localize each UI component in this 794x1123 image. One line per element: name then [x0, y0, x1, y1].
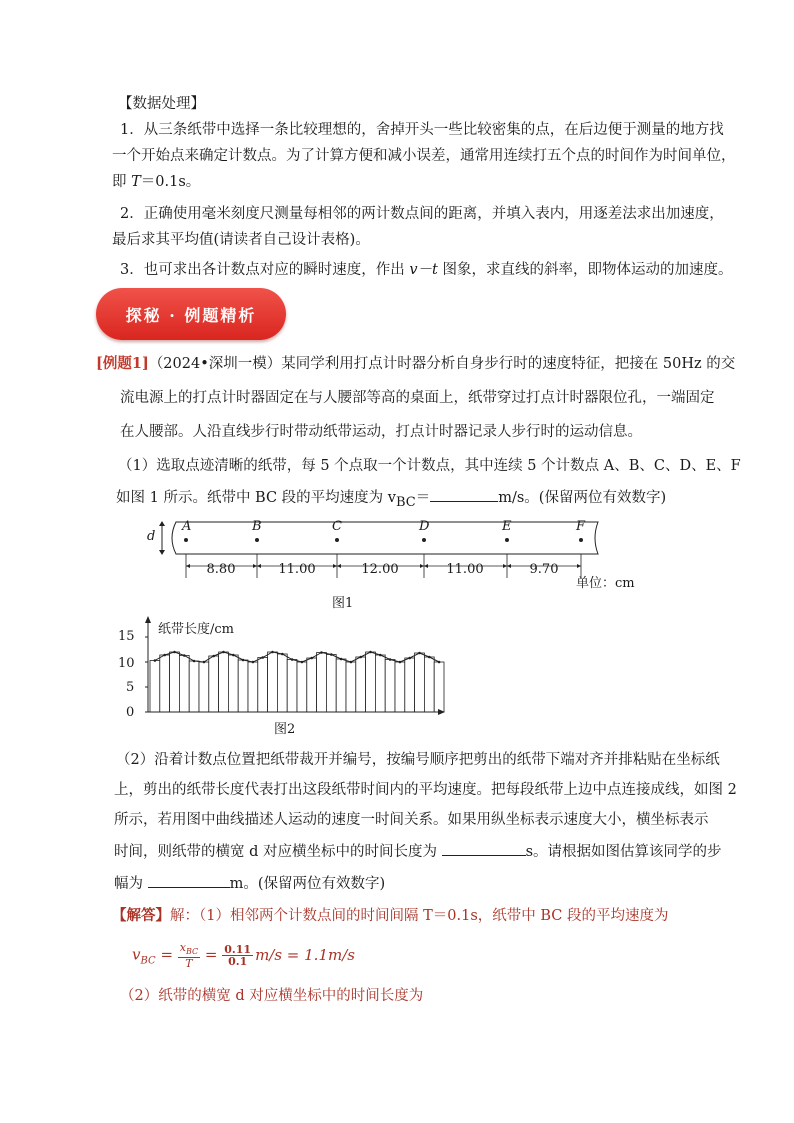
bar-midpoint [232, 654, 235, 657]
para2-line1: 2．正确使用毫米刻度尺测量每相邻的两计数点间的距离，并填入表内，用逐差法求出加速度， [120, 206, 724, 222]
formula-x-sub: BC [186, 947, 199, 957]
example-analysis-badge [96, 288, 286, 340]
tape-bar [326, 655, 336, 713]
q2-line2: 上，剪出的纸带长度代表打出这段纸带时间内的平均速度。把每段纸带上边中点连接成线，如图 2 [114, 782, 737, 798]
para3-prefix: 3．也可求出各计数点对应的瞬时速度，作出 [120, 262, 410, 278]
segment-ef: 9.70 [529, 562, 559, 577]
formula-x: x [179, 941, 186, 954]
formula-t: T [185, 957, 193, 971]
bar-midpoint [183, 654, 186, 657]
para1-suffix: ＝0.1s。 [140, 174, 201, 190]
q1-subscript: BC [395, 494, 416, 510]
bar-midpoint [389, 658, 392, 661]
para3-line [120, 260, 732, 280]
tape-bar [170, 652, 180, 712]
bar-midpoint [281, 653, 284, 656]
para1-line3 [112, 172, 200, 192]
segment-bc: 11.00 [278, 562, 316, 577]
bar-midpoint [350, 661, 353, 664]
point-f-label: F [576, 519, 586, 534]
point-b-label: B [252, 519, 262, 534]
formula-frac2 [222, 944, 253, 967]
data-processing-section [112, 94, 758, 284]
para1-line1: 1．从三条纸带中选择一条比较理想的，舍掉开头一些比较密集的点，在后边便于测量的地方找 [120, 122, 724, 138]
bar-midpoint [154, 659, 157, 662]
badge-label: 探秘 · 例题精析 [125, 305, 257, 325]
q2-line3: 所示，若用图中曲线描述人运动的速度一时间关系。如果用纵坐标表示速度大小，横坐标表示 [114, 812, 709, 828]
tape-bar [248, 662, 258, 712]
point-c-label: C [332, 519, 342, 534]
tape-bar [434, 662, 444, 712]
formula-v: v [132, 945, 141, 964]
ytick-5: 5 [126, 680, 135, 695]
tape-bar [405, 658, 415, 712]
tape-bar [179, 656, 189, 713]
tape-bar [385, 660, 395, 713]
tape-bar [277, 654, 287, 712]
q2-line5 [114, 874, 385, 894]
figure2-caption: 图2 [274, 722, 296, 737]
example-tag: [例题1] [96, 355, 149, 372]
para1-prefix: 即 [112, 174, 132, 190]
point-e-dot [505, 538, 509, 542]
tape-bar [424, 657, 434, 712]
tape-bar [268, 652, 278, 712]
q2-l4-suffix: s。请根据如图估算该同学的步 [525, 844, 722, 860]
vt-variable: v－t [409, 262, 438, 278]
tape-bar [150, 661, 160, 713]
bar-midpoint [359, 656, 362, 659]
period-variable: T [131, 174, 141, 190]
bar-midpoint [428, 656, 431, 659]
answer-line1 [112, 906, 669, 926]
tape-bar [336, 659, 346, 712]
tape-bar [199, 662, 209, 712]
formula-eq2: = [200, 945, 223, 964]
bar-midpoint [418, 652, 421, 655]
answer-blank-vbc[interactable] [430, 501, 498, 502]
bar-midpoint [399, 661, 402, 664]
ytick-0: 0 [126, 705, 135, 720]
q1-prefix: 如图 1 所示。纸带中 BC 段的平均速度为 v [116, 490, 396, 506]
bar-midpoint [222, 651, 225, 654]
para2-line2: 最后求其平均值(请读者自己设计表格)。 [112, 232, 370, 248]
bar-midpoint [379, 654, 382, 657]
q1-suffix: m/s。(保留两位有效数字) [498, 490, 667, 506]
d-label: d [147, 529, 156, 544]
question1-line2 [116, 488, 666, 513]
ytick-15: 15 [118, 629, 135, 644]
answer-tag: 【解答】 [112, 907, 170, 924]
tape-bar [258, 658, 268, 713]
tape-bar [346, 662, 356, 712]
figure1 [140, 516, 660, 616]
bar-midpoint [310, 657, 313, 660]
tape-bar [317, 653, 327, 713]
point-f-dot [579, 538, 583, 542]
figure2 [112, 616, 452, 740]
example-problem [96, 354, 756, 510]
q1-equals: ＝ [415, 490, 431, 506]
para3-suffix: 图象，求直线的斜率，即物体运动的加速度。 [437, 262, 733, 278]
formula-num2: 0.11 [224, 943, 252, 957]
answer-text1: 解：（1）相邻两个计数点间的时间间隔 T＝0.1s，纸带中 BC 段的平均速度为 [170, 908, 669, 924]
point-e-label: E [502, 519, 512, 534]
formula-den2: 0.1 [228, 955, 248, 969]
q2-line4 [114, 842, 722, 862]
tape-bar [366, 652, 376, 712]
bar-midpoint [408, 657, 411, 660]
bar-midpoint [340, 658, 343, 661]
question2 [116, 750, 766, 900]
tape-bar [189, 661, 199, 712]
bar-midpoint [438, 661, 441, 664]
ytick-10: 10 [118, 656, 135, 671]
bar-midpoint [242, 659, 245, 662]
bar-midpoint [261, 656, 264, 659]
chart-ylabel: 纸带长度/cm [158, 622, 234, 637]
q2-l5-suffix: m。(保留两位有效数字) [229, 876, 386, 892]
tape-bar [228, 655, 238, 712]
bar-midpoint [301, 661, 304, 664]
bar-midpoint [212, 655, 215, 658]
tape-bar [297, 662, 307, 712]
point-a-label: A [182, 519, 192, 534]
bar-midpoint [173, 651, 176, 654]
tape-bar [209, 656, 219, 712]
tape-bar [415, 653, 425, 712]
q2-l5-prefix: 幅为 [114, 876, 148, 892]
bar-midpoint [163, 654, 166, 657]
bar-midpoint [291, 658, 294, 661]
tape-bar [375, 655, 385, 712]
tape-bar [287, 660, 297, 713]
answer-blank-time[interactable] [442, 855, 526, 856]
bar-midpoint [320, 651, 323, 654]
tape-bar [219, 652, 229, 712]
velocity-curve [155, 652, 439, 662]
bar-midpoint [369, 651, 372, 654]
answer-line2: （2）纸带的横宽 d 对应横坐标中的时间长度为 [120, 988, 424, 1004]
bar-midpoint [330, 653, 333, 656]
example-line2: 流电源上的打点计时器固定在与人腰部等高的桌面上，纸带穿过打点计时器限位孔，一端固定 [120, 390, 715, 406]
tape-bar [160, 655, 170, 712]
point-a-dot [184, 538, 188, 542]
q2-line1: （2）沿着计数点位置把纸带裁开并编号，按编号顺序把剪出的纸带下端对齐并排粘贴在坐标纸 [116, 752, 720, 768]
bar-midpoint [193, 660, 196, 663]
question1-line1: （1）选取点迹清晰的纸带，每 5 个点取一个计数点，其中连续 5 个计数点 A、B、C、D、E、F [118, 458, 741, 474]
formula-frac1 [178, 942, 200, 969]
formula-eq1: = [155, 945, 178, 964]
segment-cd: 12.00 [361, 562, 399, 577]
tape-bar [356, 657, 366, 712]
example-line1 [96, 354, 735, 374]
bar-midpoint [203, 661, 206, 664]
formula-result: m/s = 1.1m/s [255, 945, 355, 964]
figure1-caption: 图1 [332, 596, 354, 611]
q2-l4-prefix: 时间，则纸带的横宽 d 对应横坐标中的时间长度为 [114, 844, 442, 860]
example-line3: 在人腰部。人沿直线步行时带动纸带运动，打点计时器记录人步行时的运动信息。 [120, 424, 642, 440]
answer-section [112, 906, 762, 1006]
bar-midpoint [252, 661, 255, 664]
para1-line2: 一个开始点来确定计数点。为了计算方便和减小误差，通常用连续打五个点的时间作为时间单位， [112, 148, 736, 164]
tape-bar [395, 662, 405, 712]
segment-de: 11.00 [446, 562, 484, 577]
bar-midpoint [271, 651, 274, 654]
tape-bar [307, 658, 317, 712]
point-b-dot [255, 538, 259, 542]
point-d-dot [422, 538, 426, 542]
answer-blank-stride[interactable] [148, 887, 230, 888]
answer-formula [132, 942, 355, 969]
example-text1: （2024•深圳一模）某同学利用打点计时器分析自身步行时的速度特征，把接在 50Hz 的交 [148, 356, 736, 372]
segment-ab: 8.80 [206, 562, 236, 577]
section-heading: 【数据处理】 [118, 96, 205, 112]
point-d-label: D [419, 519, 430, 534]
unit-label: 单位：cm [576, 576, 635, 591]
formula-v-sub: BC [140, 955, 156, 967]
tape-bar [238, 660, 248, 712]
point-c-dot [335, 538, 339, 542]
